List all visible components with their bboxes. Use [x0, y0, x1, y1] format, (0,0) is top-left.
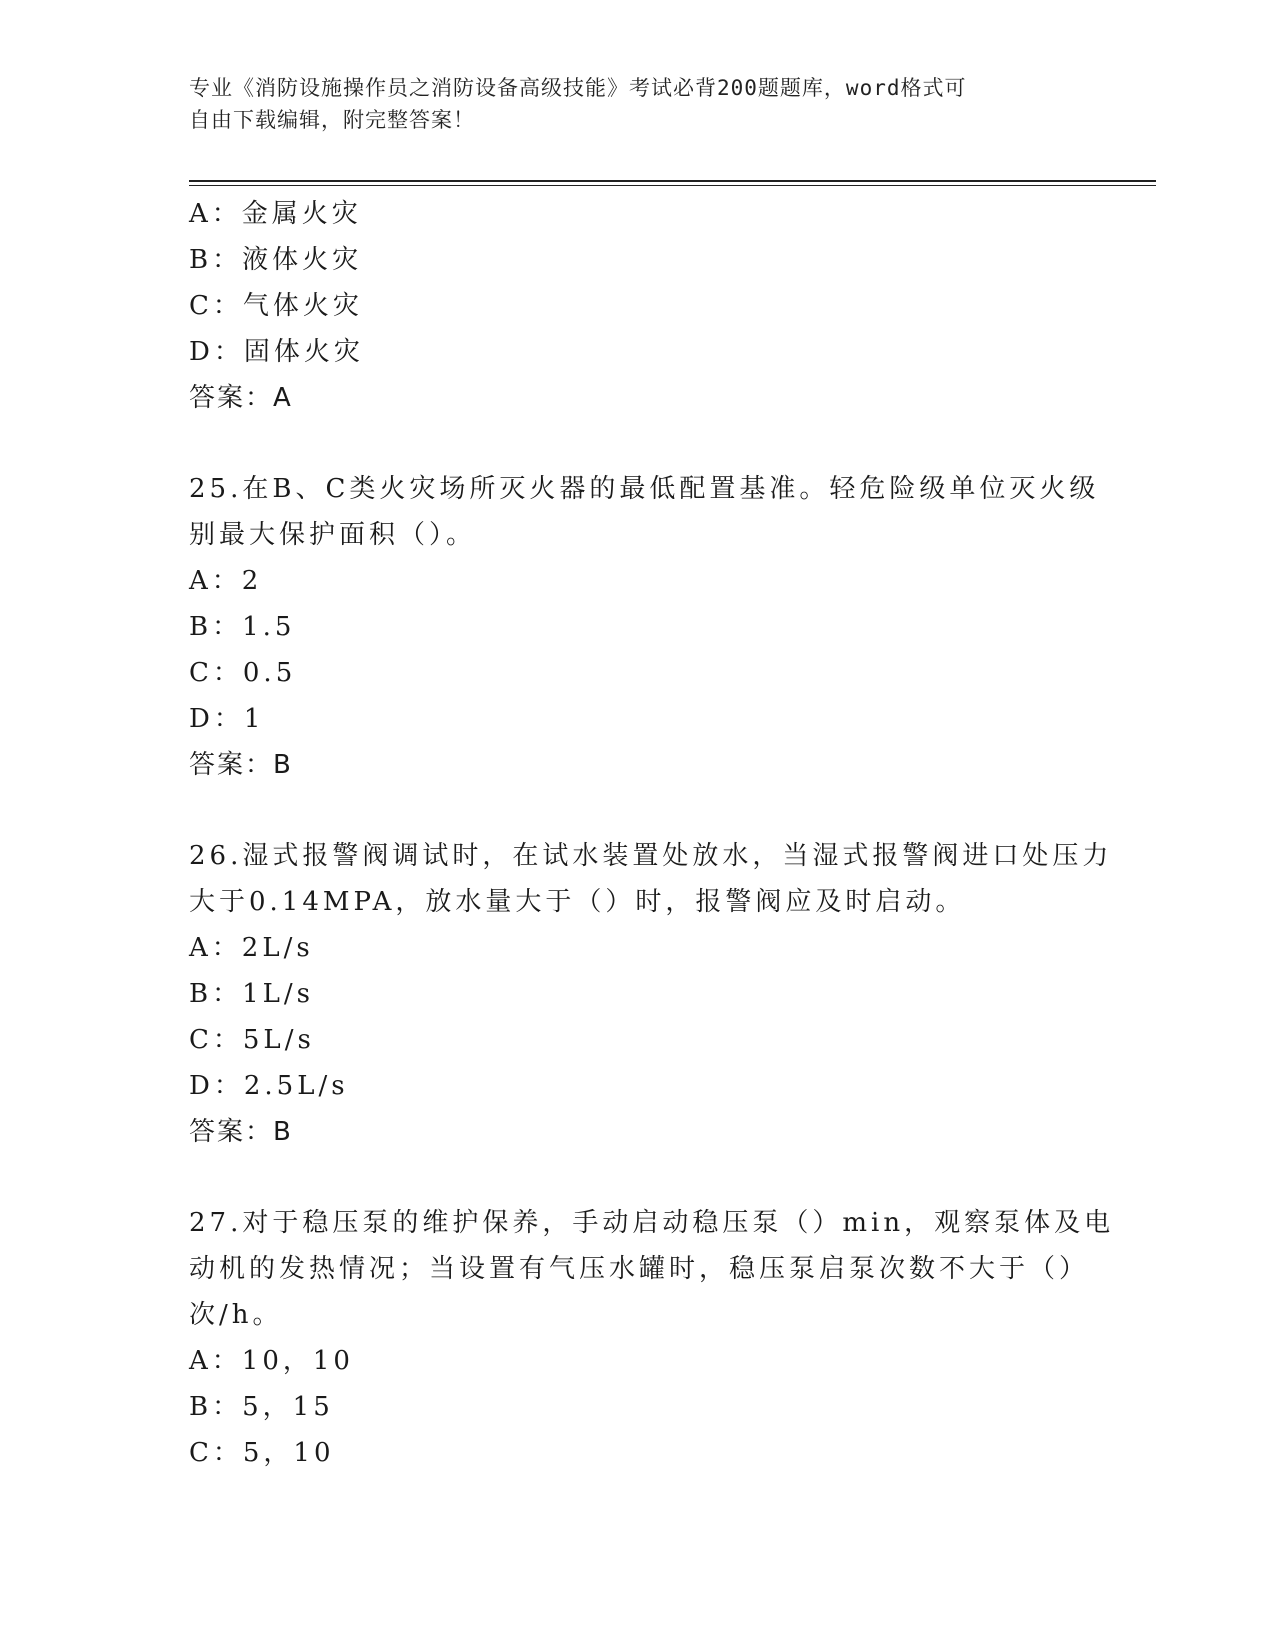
question-text-line: 27.对于稳压泵的维护保养，手动启动稳压泵（）min，观察泵体及电 [189, 1208, 1115, 1238]
header-divider [189, 180, 1156, 182]
header-divider-thin [189, 185, 1156, 186]
question-list [189, 191, 1115, 1476]
option-b: B：1.5 [189, 612, 296, 642]
spacer [189, 1155, 1089, 1200]
answer-line: 答案：B [189, 1117, 293, 1147]
option-a: A：2L/s [189, 933, 314, 963]
option-d: D：2.5L/s [189, 1071, 349, 1101]
question-text-line: 大于0.14MPA，放水量大于（）时，报警阀应及时启动。 [189, 887, 966, 917]
question-text-line: 26.湿式报警阀调试时，在试水装置处放水，当湿式报警阀进口处压力 [189, 841, 1113, 871]
option-b: B：1L/s [189, 979, 315, 1009]
question-text-line: 别最大保护面积（）。 [189, 520, 477, 550]
option-c: C：5L/s [189, 1025, 315, 1055]
option-d: D：1 [189, 704, 265, 734]
option-c: C：5，10 [189, 1438, 335, 1468]
answer-line: 答案：A [189, 383, 293, 413]
option-a: A：2 [189, 566, 263, 596]
option-a: A：金属火灾 [189, 199, 362, 229]
question-text-line: 动机的发热情况；当设置有气压水罐时，稳压泵启泵次数不大于（） [189, 1254, 1090, 1284]
spacer [189, 788, 1089, 833]
option-b: B：液体火灾 [189, 245, 363, 275]
option-c: C：0.5 [189, 658, 297, 688]
question-text-line: 次/h。 [189, 1300, 283, 1330]
answer-line: 答案：B [189, 750, 293, 780]
question-27 [189, 1200, 1115, 1476]
question-24-continued [189, 191, 1089, 421]
spacer [189, 421, 1089, 466]
header-line-1: 专业《消防设施操作员之消防设备高级技能》考试必背200题题库，word格式可 [189, 76, 967, 100]
option-c: C：气体火灾 [189, 291, 363, 321]
header-line-2: 自由下载编辑，附完整答案！ [189, 108, 475, 132]
option-d: D：固体火灾 [189, 337, 364, 367]
question-26 [189, 833, 1113, 1155]
option-b: B：5，15 [189, 1392, 334, 1422]
option-a: A：10，10 [189, 1346, 354, 1376]
document-header [189, 72, 1069, 136]
question-25 [189, 466, 1100, 788]
question-text-line: 25.在B、C类火灾场所灭火器的最低配置基准。轻危险级单位灭火级 [189, 474, 1100, 504]
